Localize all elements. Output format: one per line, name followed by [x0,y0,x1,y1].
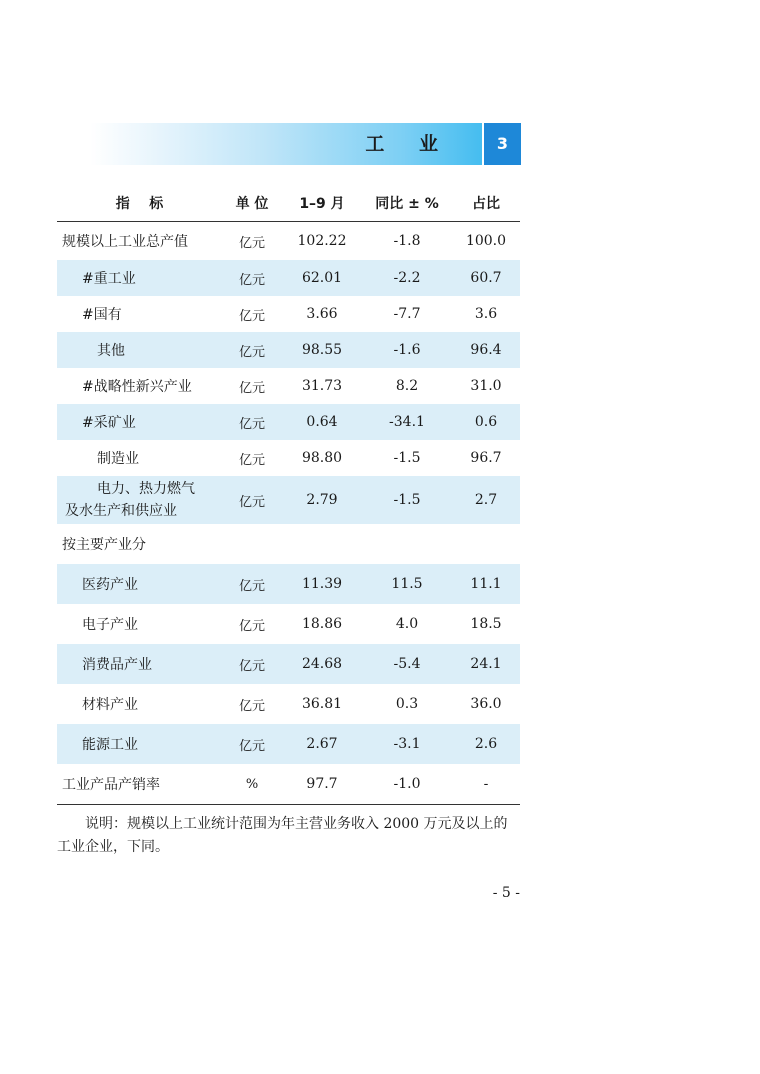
row-value: 102.22 [297,233,347,249]
row-yoy: -1.5 [362,476,452,524]
row-yoy: 11.5 [362,564,452,604]
row-indicator: #国有 [82,307,122,323]
row-unit: 亿元 [222,404,282,440]
table-row [57,604,520,644]
row-indicator: 规模以上工业总产值 [62,234,188,250]
row-value: 3.66 [306,306,338,322]
row-indicator: #重工业 [57,260,222,296]
row-share: 31.0 [470,378,502,394]
row-yoy: -1.5 [393,450,421,466]
row-indicator-line2: 及水生产和供应业 [65,503,177,519]
section-label: 按主要产业分 [62,537,146,553]
table-footnote: 说明：规模以上工业统计范围为年主营业务收入 2000 万元及以上的工业企业，下同。 [57,816,508,855]
row-yoy: 8.2 [395,378,419,394]
row-yoy: -1.8 [393,233,421,249]
row-value: 24.68 [282,644,362,684]
row-unit: 亿元 [238,235,265,251]
row-value: 18.86 [301,616,343,632]
row-unit: 亿元 [222,476,282,524]
section-number-badge: 3 [484,123,521,165]
row-value: 98.55 [282,332,362,368]
row-indicator: #战略性新兴产业 [82,379,192,395]
row-value: 2.79 [282,476,362,524]
row-yoy: -34.1 [362,404,452,440]
table-row [57,476,520,524]
row-unit: 亿元 [238,618,265,634]
table-row [57,260,520,296]
column-header-jan-sep: 1–9 月 [282,185,362,222]
row-yoy: 0.3 [395,696,419,712]
row-indicator-line1: 电力、热力燃气 [97,481,195,497]
row-unit: 亿元 [222,724,282,764]
table-section-row [57,524,520,564]
row-share: 11.1 [452,564,520,604]
row-share: 100.0 [465,233,507,249]
table-row [57,724,520,764]
row-yoy: -1.6 [362,332,452,368]
row-unit: 亿元 [238,308,265,324]
section-title: 工 业 [365,133,452,155]
column-header-unit: 单 位 [222,185,282,222]
row-yoy: -7.7 [393,306,421,322]
table-row [57,764,520,805]
row-share: 24.1 [452,644,520,684]
row-unit: 亿元 [222,564,282,604]
row-indicator: 消费品产业 [57,644,222,684]
column-header-indicator: 指 标 [57,185,222,222]
row-value: 0.64 [282,404,362,440]
row-value: 2.67 [282,724,362,764]
table-row [57,332,520,368]
industry-statistics-table [57,185,520,805]
row-indicator: 其他 [57,332,222,368]
table-header-row [57,185,520,222]
row-share: 0.6 [452,404,520,440]
row-yoy: -3.1 [362,724,452,764]
row-share: 96.4 [452,332,520,368]
row-yoy: -1.0 [362,764,452,805]
row-share: 96.7 [470,450,502,466]
row-share: 60.7 [452,260,520,296]
row-unit: 亿元 [222,260,282,296]
row-value: 36.81 [301,696,343,712]
row-share: 2.7 [452,476,520,524]
table-row [57,296,520,332]
row-indicator: 电子产业 [82,617,138,633]
table-row [57,564,520,604]
row-unit: 亿元 [222,644,282,684]
row-indicator: 制造业 [97,451,139,467]
row-yoy: -2.2 [362,260,452,296]
row-indicator: 医药产业 [57,564,222,604]
row-value: 62.01 [282,260,362,296]
row-unit: % [222,764,282,805]
page-number: - 5 - [492,885,520,901]
column-header-yoy: 同比 ± % [362,185,452,222]
row-share: 3.6 [474,306,498,322]
row-indicator: #采矿业 [57,404,222,440]
table-row [57,644,520,684]
row-yoy: -5.4 [362,644,452,684]
row-indicator: 能源工业 [57,724,222,764]
row-value: 97.7 [282,764,362,805]
row-unit: 亿元 [222,332,282,368]
row-indicator: 工业产品产销率 [57,764,222,805]
table-row [57,368,520,404]
row-yoy: 4.0 [395,616,419,632]
row-share: - [452,764,520,805]
row-indicator: 材料产业 [82,697,138,713]
section-header-bar [90,123,482,165]
row-share: 18.5 [470,616,502,632]
row-unit: 亿元 [238,452,265,468]
row-value: 98.80 [301,450,343,466]
row-value: 11.39 [282,564,362,604]
table-row [57,440,520,476]
column-header-share: 占比 [452,185,520,222]
row-share: 36.0 [470,696,502,712]
row-unit: 亿元 [238,380,265,396]
table-row [57,404,520,440]
row-indicator [57,476,222,524]
row-value: 31.73 [301,378,343,394]
row-share: 2.6 [452,724,520,764]
row-unit: 亿元 [238,698,265,714]
table-row [57,222,520,261]
table-row [57,684,520,724]
